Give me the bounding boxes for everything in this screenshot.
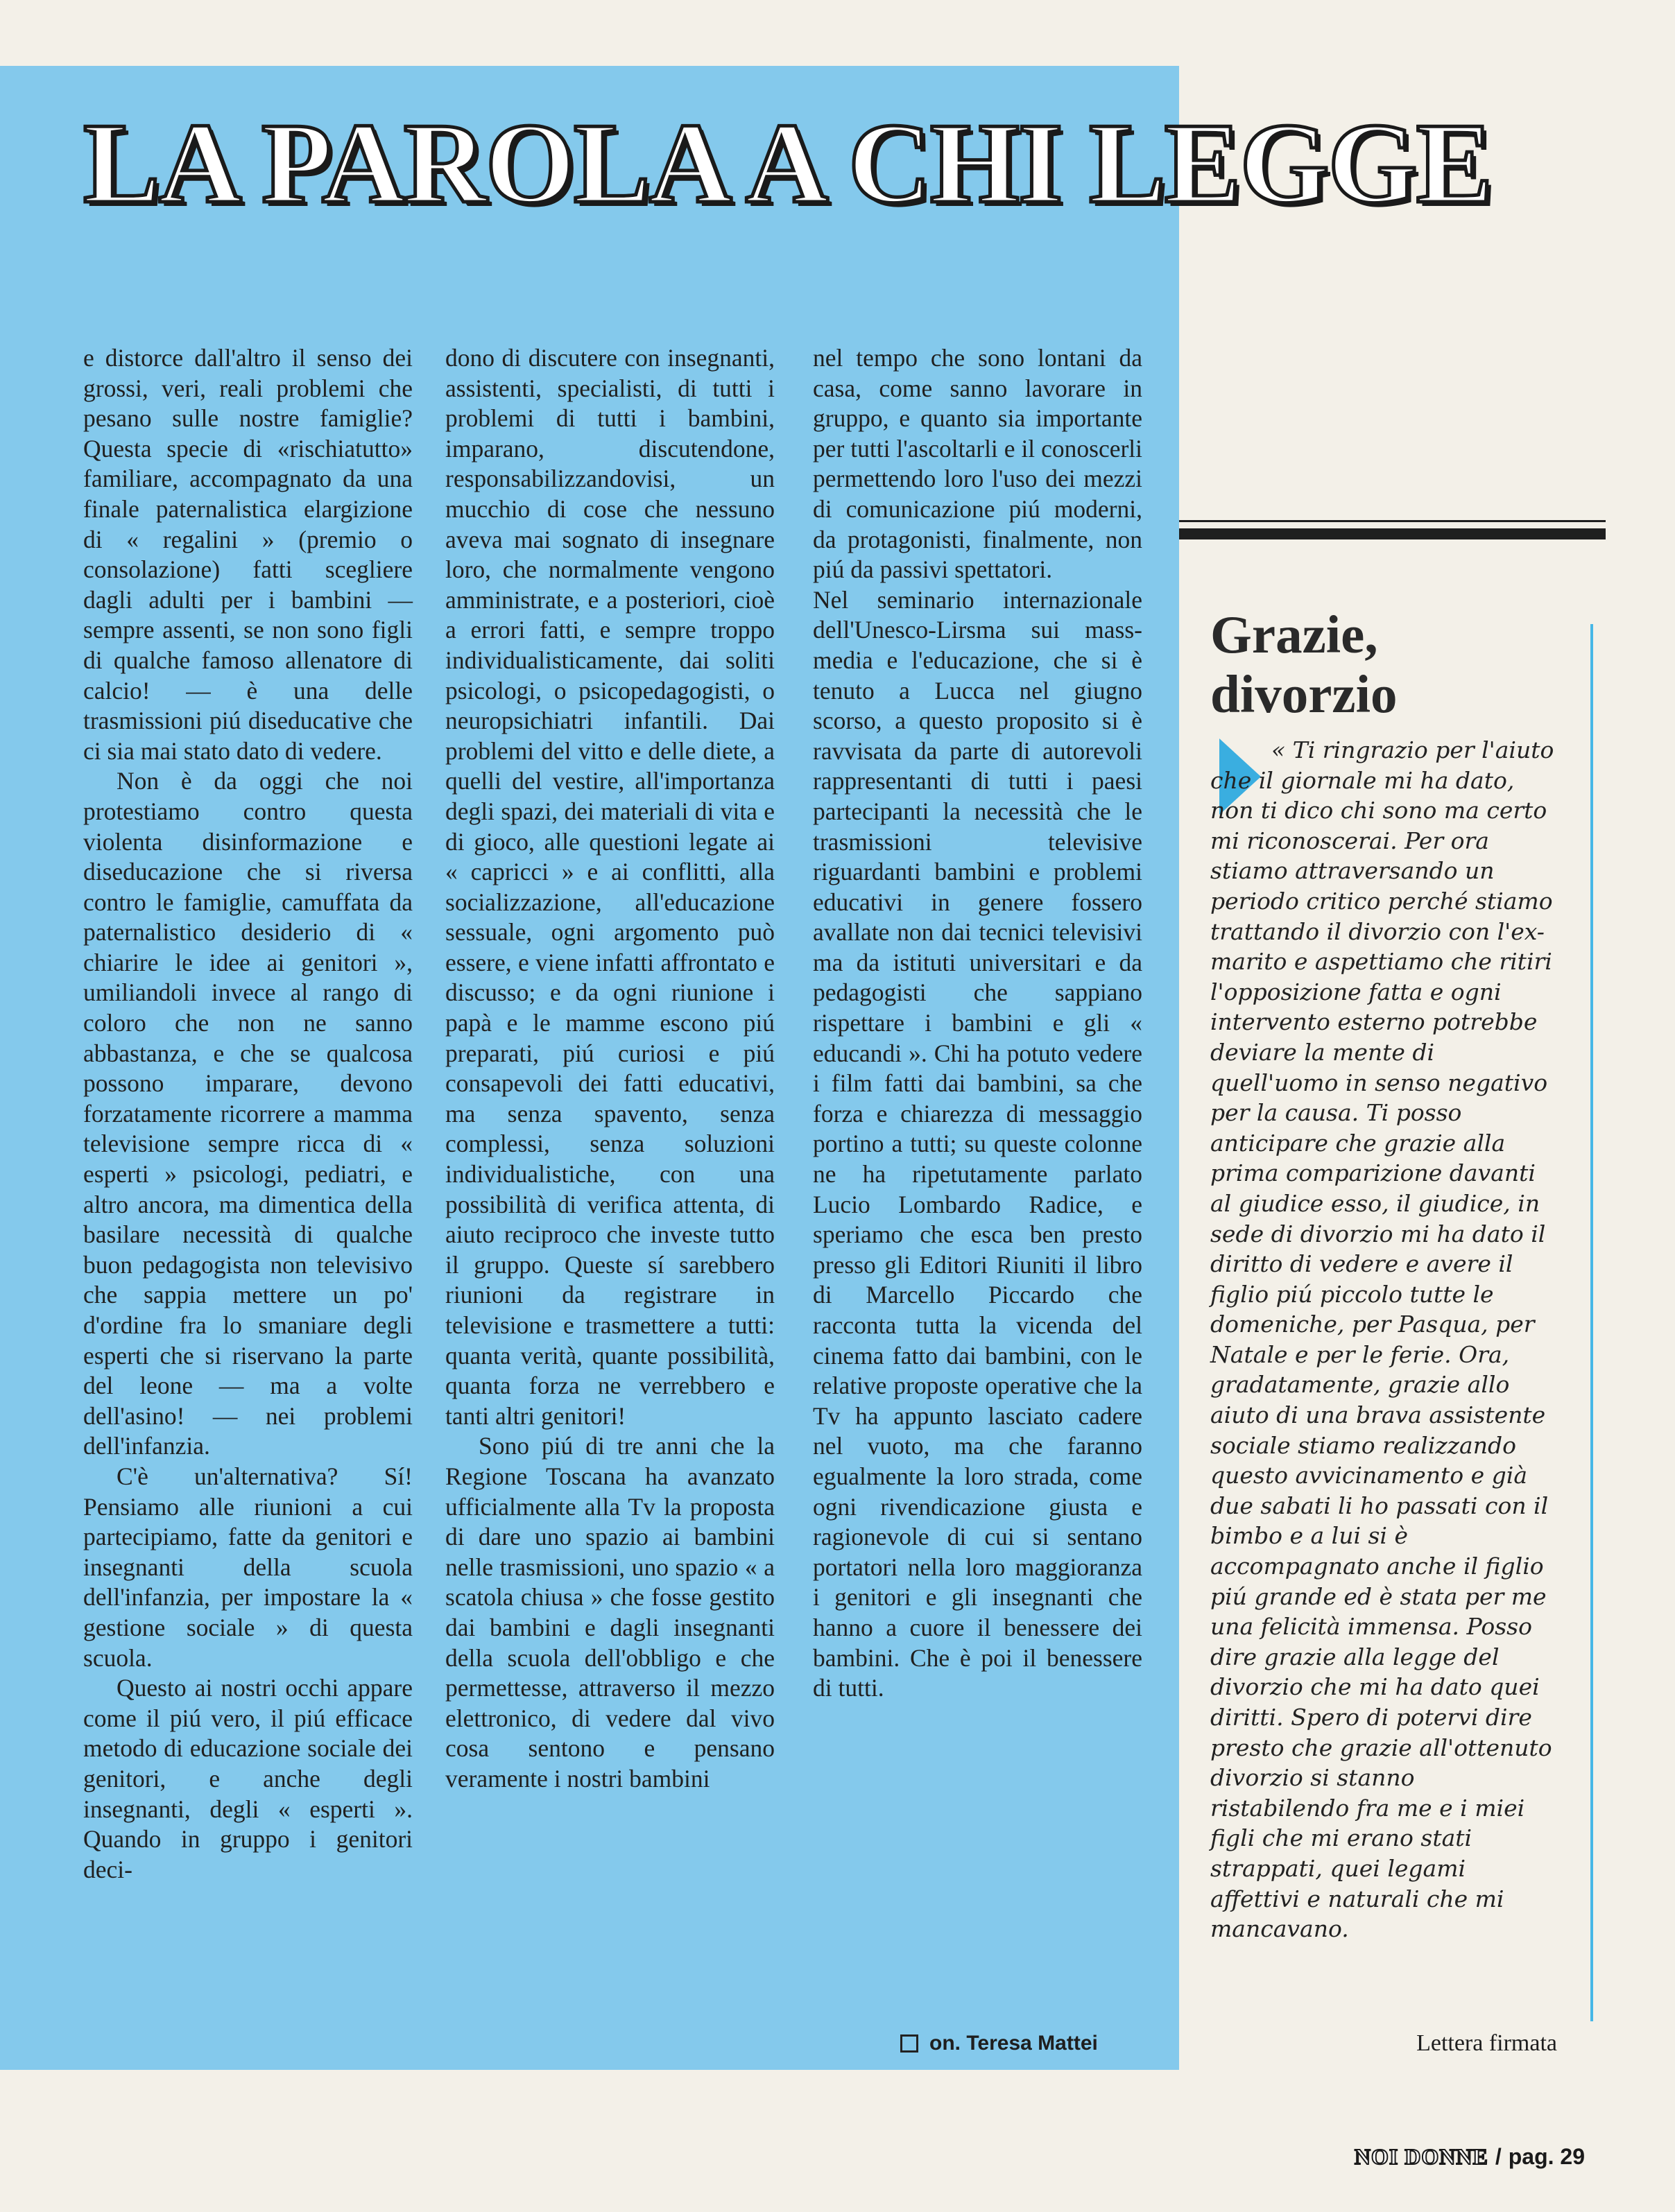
magazine-logo: NOI DONNE bbox=[1354, 2143, 1488, 2169]
letter-text: « Ti ringrazio per l'aiuto che il giornale mi ha dato, non ti dico chi sono ma certo mi riconoscerai. Per ora stiamo attraversando un periodo critico perché stiamo trattando il divorzio con l'ex-marito e aspettiamo che ritiri l'opposizione fatta e ogni intervento esterno potrebbe deviare la mente di quell'uomo in senso negativo per la causa. Ti posso anticipare che grazie alla prima comparizione davanti al giudice esso, il giudice, in sede di divorzio mi ha dato il diritto di vedere e avere il figlio piú piccolo tutte le domeniche, per Pasqua, per Natale e per le ferie. Ora, gradatamente, grazie allo aiuto di una brava assistente sociale stiamo realizzando questo avvicinamento e già due sabati li ho passati con il bimbo e a lui si è accompagnato anche il figlio piú grande ed è stata per me una felicità immensa. Posso dire grazie alla legge del divorzio che mi ha dato quei diritti. Spero di potervi dire presto che grazie all'ottenuto divorzio si stanno ristabilendo fra me e i miei figli che mi erano stati strappati, quei legami affettivi e naturali che mi mancavano. bbox=[1210, 736, 1554, 1943]
article-byline bbox=[900, 2028, 1143, 2059]
page-headline: LA PAROLA A CHI LEGGE bbox=[83, 99, 1492, 227]
article-column-3 bbox=[813, 343, 1142, 1704]
article-column-2 bbox=[445, 343, 775, 1795]
footer-separator: / bbox=[1495, 2143, 1502, 2169]
sidebar-vertical-rule bbox=[1590, 624, 1593, 2021]
author-name: on. Teresa Mattei bbox=[929, 2032, 1098, 2055]
article-paragraph: C'è un'alternativa? Sí! Pensiamo alle riunioni a cui partecipiamo, fatte da genitori e insegnanti della scuola dell'infanzia, per impostare la « gestione sociale » di questa scuola. bbox=[83, 1462, 413, 1672]
article-paragraph: Non è da oggi che noi protestiamo contro questa violenta disinformazione e diseducazione che si riversa contro le famiglie, camuffata da paternalistico desiderio di « chiarire le idee ai genitori », umiliandoli invece al rango di coloro che non ne sanno abbastanza, e che se qualcosa possono imparare, devono forzatamente ricorrere a mamma televisione sempre ricca di « esperti » psicologi, pediatri, e altro ancora, ma dimentica della basilare necessità di qualche buon pedagogista non televisivo che sappia mettere un po' d'ordine fra lo smaniare degli esperti che si riservano la parte del leone — ma a volte dell'asino! — nei problemi dell'infanzia. bbox=[83, 767, 413, 1460]
article-paragraph: Nel seminario internazionale dell'Unesco-Lirsma sui mass-media e l'educazione, che si è tenuto a Lucca nel giugno scorso, a questo proposito si è ravvisata da parte di autorevoli rappresentanti di tutti i paesi partecipanti la necessità che le trasmissioni televisive riguardanti bambini e problemi educativi in genere fossero avallate non dai tecnici televisivi ma da istituti universitari e da pedagogisti che sappiano rispettare i bambini e gli « educandi ». Chi ha potuto vedere i film fatti dai bambini, sa che forza e chiarezza di messaggio portino a tutti; su queste colonne ne ha ripetutamente parlato Lucio Lombardo Radice, e speriamo che esca ben presto presso gli Editori Riuniti il libro di Marcello Piccardo che racconta tutta la vicenda del cinema fatto dai bambini, con le relative proposte operative che la Tv ha appunto lasciato cadere nel vuoto, ma che faranno egualmente la loro strada, come ogni rivendicazione giusta e ragionevole di cui si sentano portatori nella loro maggioranza i genitori e gli insegnanti che hanno a cuore il benessere dei bambini. Che è poi il benessere di tutti. bbox=[813, 585, 1142, 1702]
sidebar-title: Grazie, divorzio bbox=[1210, 605, 1398, 724]
article-column-1 bbox=[83, 343, 413, 1885]
article-paragraph: nel tempo che sono lontani da casa, come sanno lavorare in gruppo, e quanto sia importante per tutti l'ascoltarli e il conoscerli permettendo loro l'uso dei mezzi di comunicazione piú moderni, da protagonisti, finalmente, non piú da passivi spettatori. bbox=[813, 344, 1142, 584]
article-paragraph: e distorce dall'altro il senso dei grossi, veri, reali problemi che pesano sulle nostre famiglie? Questa specie di «rischiatutto» familiare, accompagnato da una finale paternalistica elargizione di « regalini » (premio o consolazione) fatti scegliere dagli adulti per i bambini — sempre assenti, se non sono figli di qualche famoso allenatore di calcio! — è una delle trasmissioni piú diseducative che ci sia mai stato dato di vedere. bbox=[83, 344, 413, 765]
letter-signature: Lettera firmata bbox=[1416, 2030, 1557, 2056]
letter-body bbox=[1210, 735, 1557, 1944]
sidebar-divider-thick bbox=[1179, 528, 1606, 539]
article-paragraph: dono di discutere con insegnanti, assistenti, specialisti, di tutti i problemi di tutti i bambini, imparano, discutendone, responsabilizzandovisi, un mucchio di cose che nessuno aveva mai sognato di insegnare loro, che normalmente vengono amministrate, e a posteriori, cioè a errori fatti, e sempre troppo individualisticamente, dai soliti psicologi, o psicopedagogisti, o neuropsichiatri infantili. Dai problemi del vitto e delle diete, a quelli del vestire, all'importanza degli spazi, dei materiali di vita e di gioco, alle questioni legate ai « capricci » e ai conflitti, alla socializzazione, all'educazione sessuale, ogni argomento può essere, e viene infatti affrontato e discusso; e da ogni riunione i papà e le mamme escono piú preparati, piú curiosi e piú consapevoli dei fatti educativi, ma senza spavento, senza complessi, senza soluzioni individualistiche, con una possibilità di verifica attenta, di aiuto reciproco che investe tutto il gruppo. Queste sí sarebbero riunioni da registrare in televisione e trasmettere a tutti: quanta verità, quante possibilità, quanta forza ne verrebbero e tanti altri genitori! bbox=[445, 344, 775, 1430]
article-paragraph: Sono piú di tre anni che la Regione Toscana ha avanzato ufficialmente alla Tv la proposta di dare uno spazio ai bambini nelle trasmissioni, uno spazio « a scatola chiusa » che fosse gestito dai bambini e dagli insegnanti della scuola dell'obbligo e che permettesse, attraverso il mezzo elettronico, di vedere dal vivo cosa sentono e pensano veramente i nostri bambini bbox=[445, 1432, 775, 1792]
article-paragraph: Questo ai nostri occhi appare come il piú vero, il piú efficace metodo di educazione sociale dei genitori, e anche degli insegnanti, degli « esperti ». Quando in gruppo i genitori deci- bbox=[83, 1674, 413, 1883]
sidebar-divider-thin bbox=[1179, 520, 1606, 522]
square-bullet-icon bbox=[900, 2034, 918, 2053]
reader-letter bbox=[1210, 735, 1557, 1944]
page-number: pag. 29 bbox=[1508, 2143, 1585, 2169]
page-footer bbox=[1355, 2139, 1585, 2174]
